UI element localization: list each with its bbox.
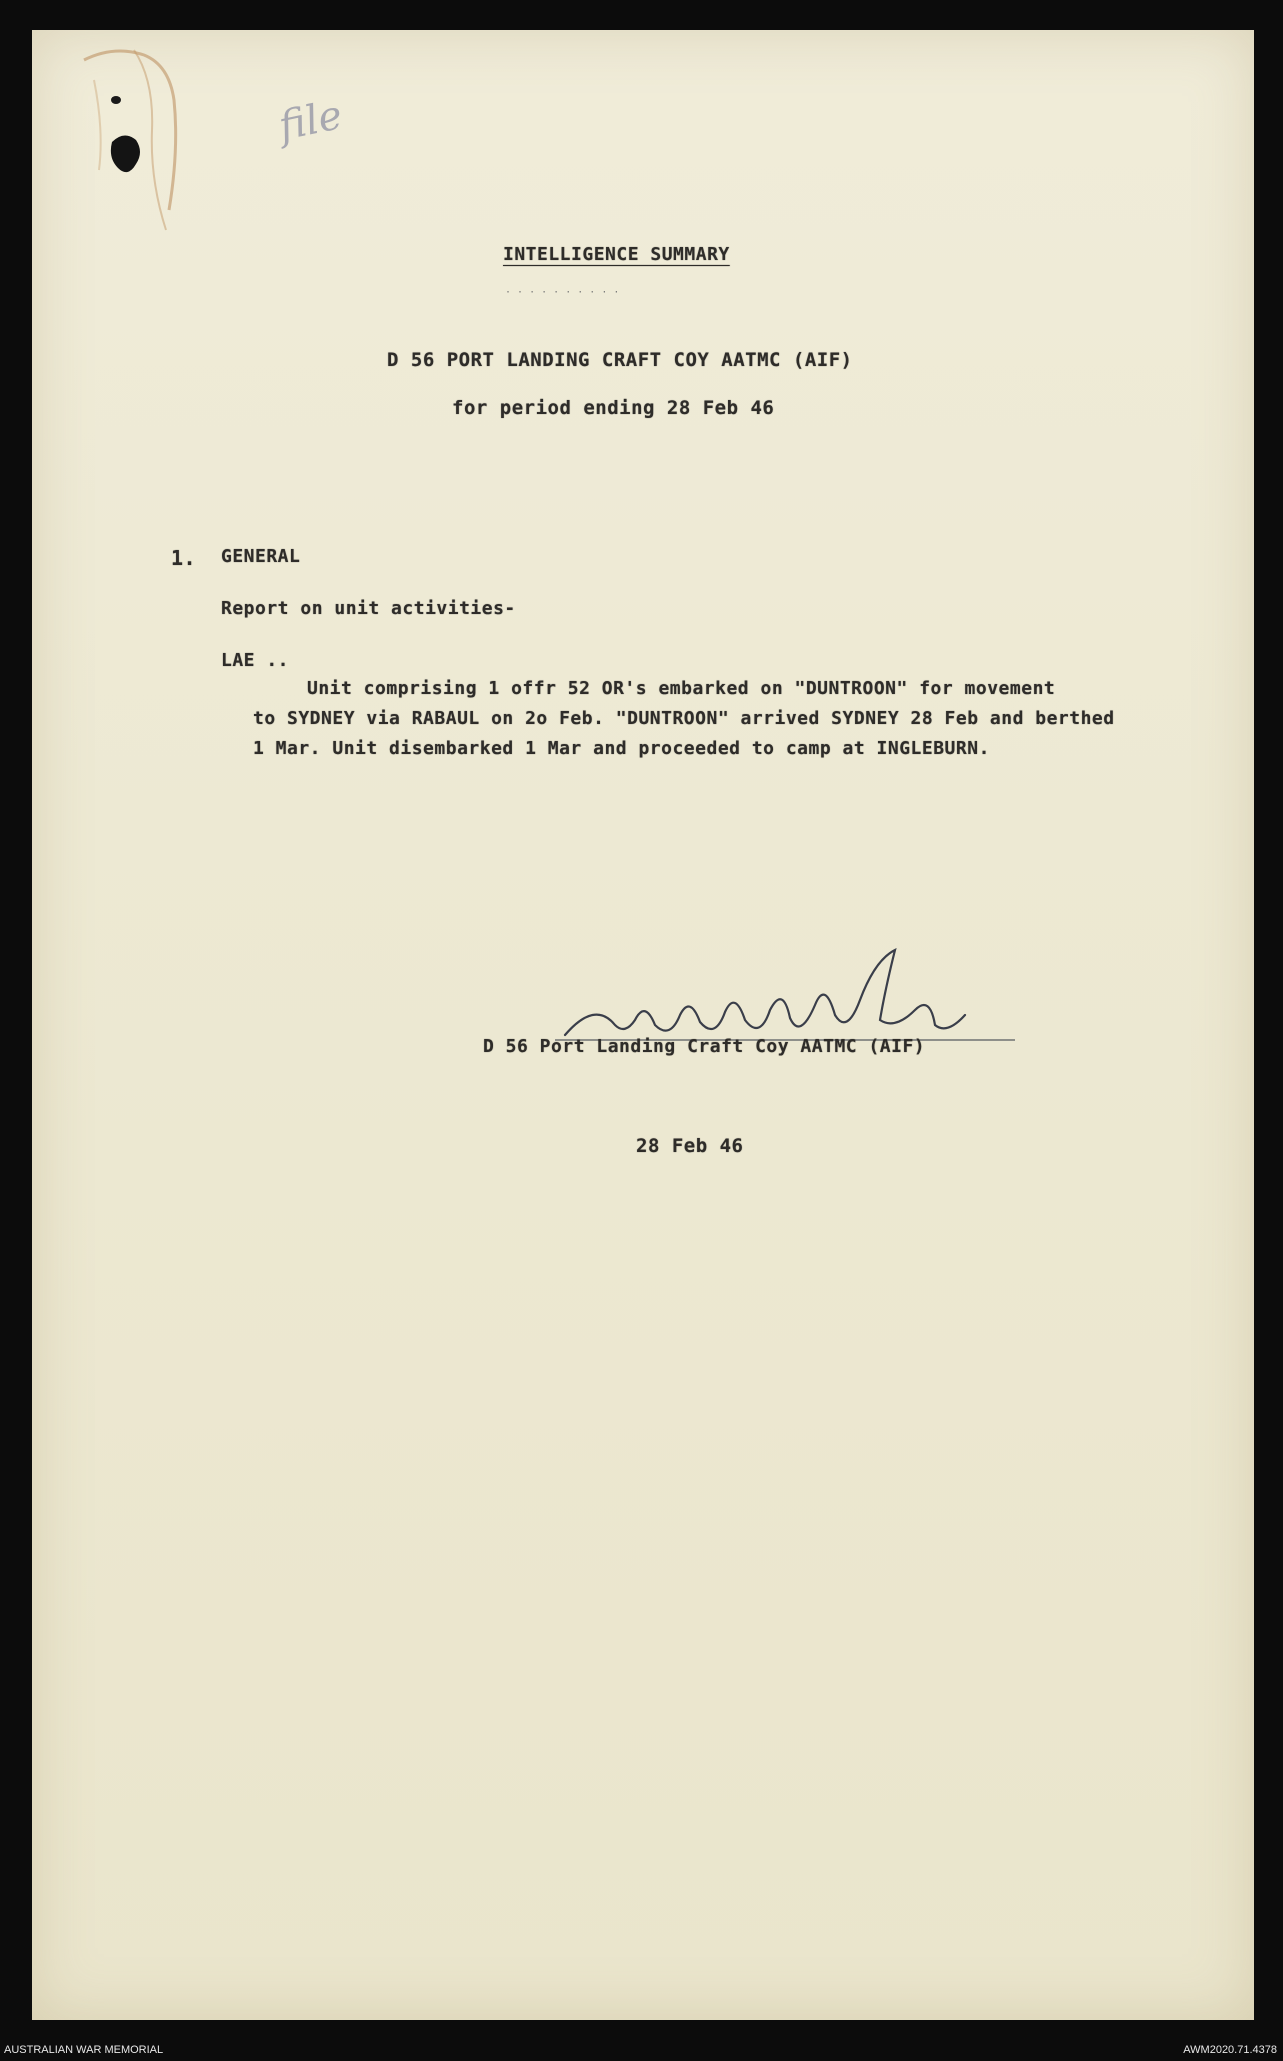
body-line: Unit comprising 1 offr 52 OR's embarked on "DUNTROON" for movement — [307, 678, 1056, 699]
document-date: 28 Feb 46 — [636, 1135, 744, 1157]
footer-accession-number: AWM2020.71.4378 — [1183, 2044, 1277, 2056]
footer-source: AUSTRALIAN WAR MEMORIAL — [4, 2044, 164, 2056]
handwritten-note: file — [274, 91, 347, 151]
location-label: LAE .. — [221, 650, 290, 671]
body-line: to SYDNEY via RABAUL on 2o Feb. "DUNTROON" arrived SYDNEY 28 Feb and berthed — [253, 708, 1115, 729]
handwritten-signature — [555, 940, 1025, 1050]
period-heading: for period ending 28 Feb 46 — [452, 397, 775, 419]
unit-heading: D 56 PORT LANDING CRAFT COY AATMC (AIF) — [387, 349, 853, 371]
body-line: 1 Mar. Unit disembarked 1 Mar and proceeded to camp at INGLEBURN. — [253, 738, 990, 759]
report-heading: Report on unit activities- — [221, 598, 516, 619]
punch-hole-damage — [100, 80, 160, 200]
section-title: GENERAL — [221, 546, 301, 567]
title-underline-dots: · · · · · · · · · · — [505, 287, 620, 298]
signature-unit-line: D 56 Port Landing Craft Coy AATMC (AIF) — [483, 1036, 926, 1057]
document-title: INTELLIGENCE SUMMARY — [503, 244, 730, 265]
section-number: 1. — [171, 546, 197, 570]
